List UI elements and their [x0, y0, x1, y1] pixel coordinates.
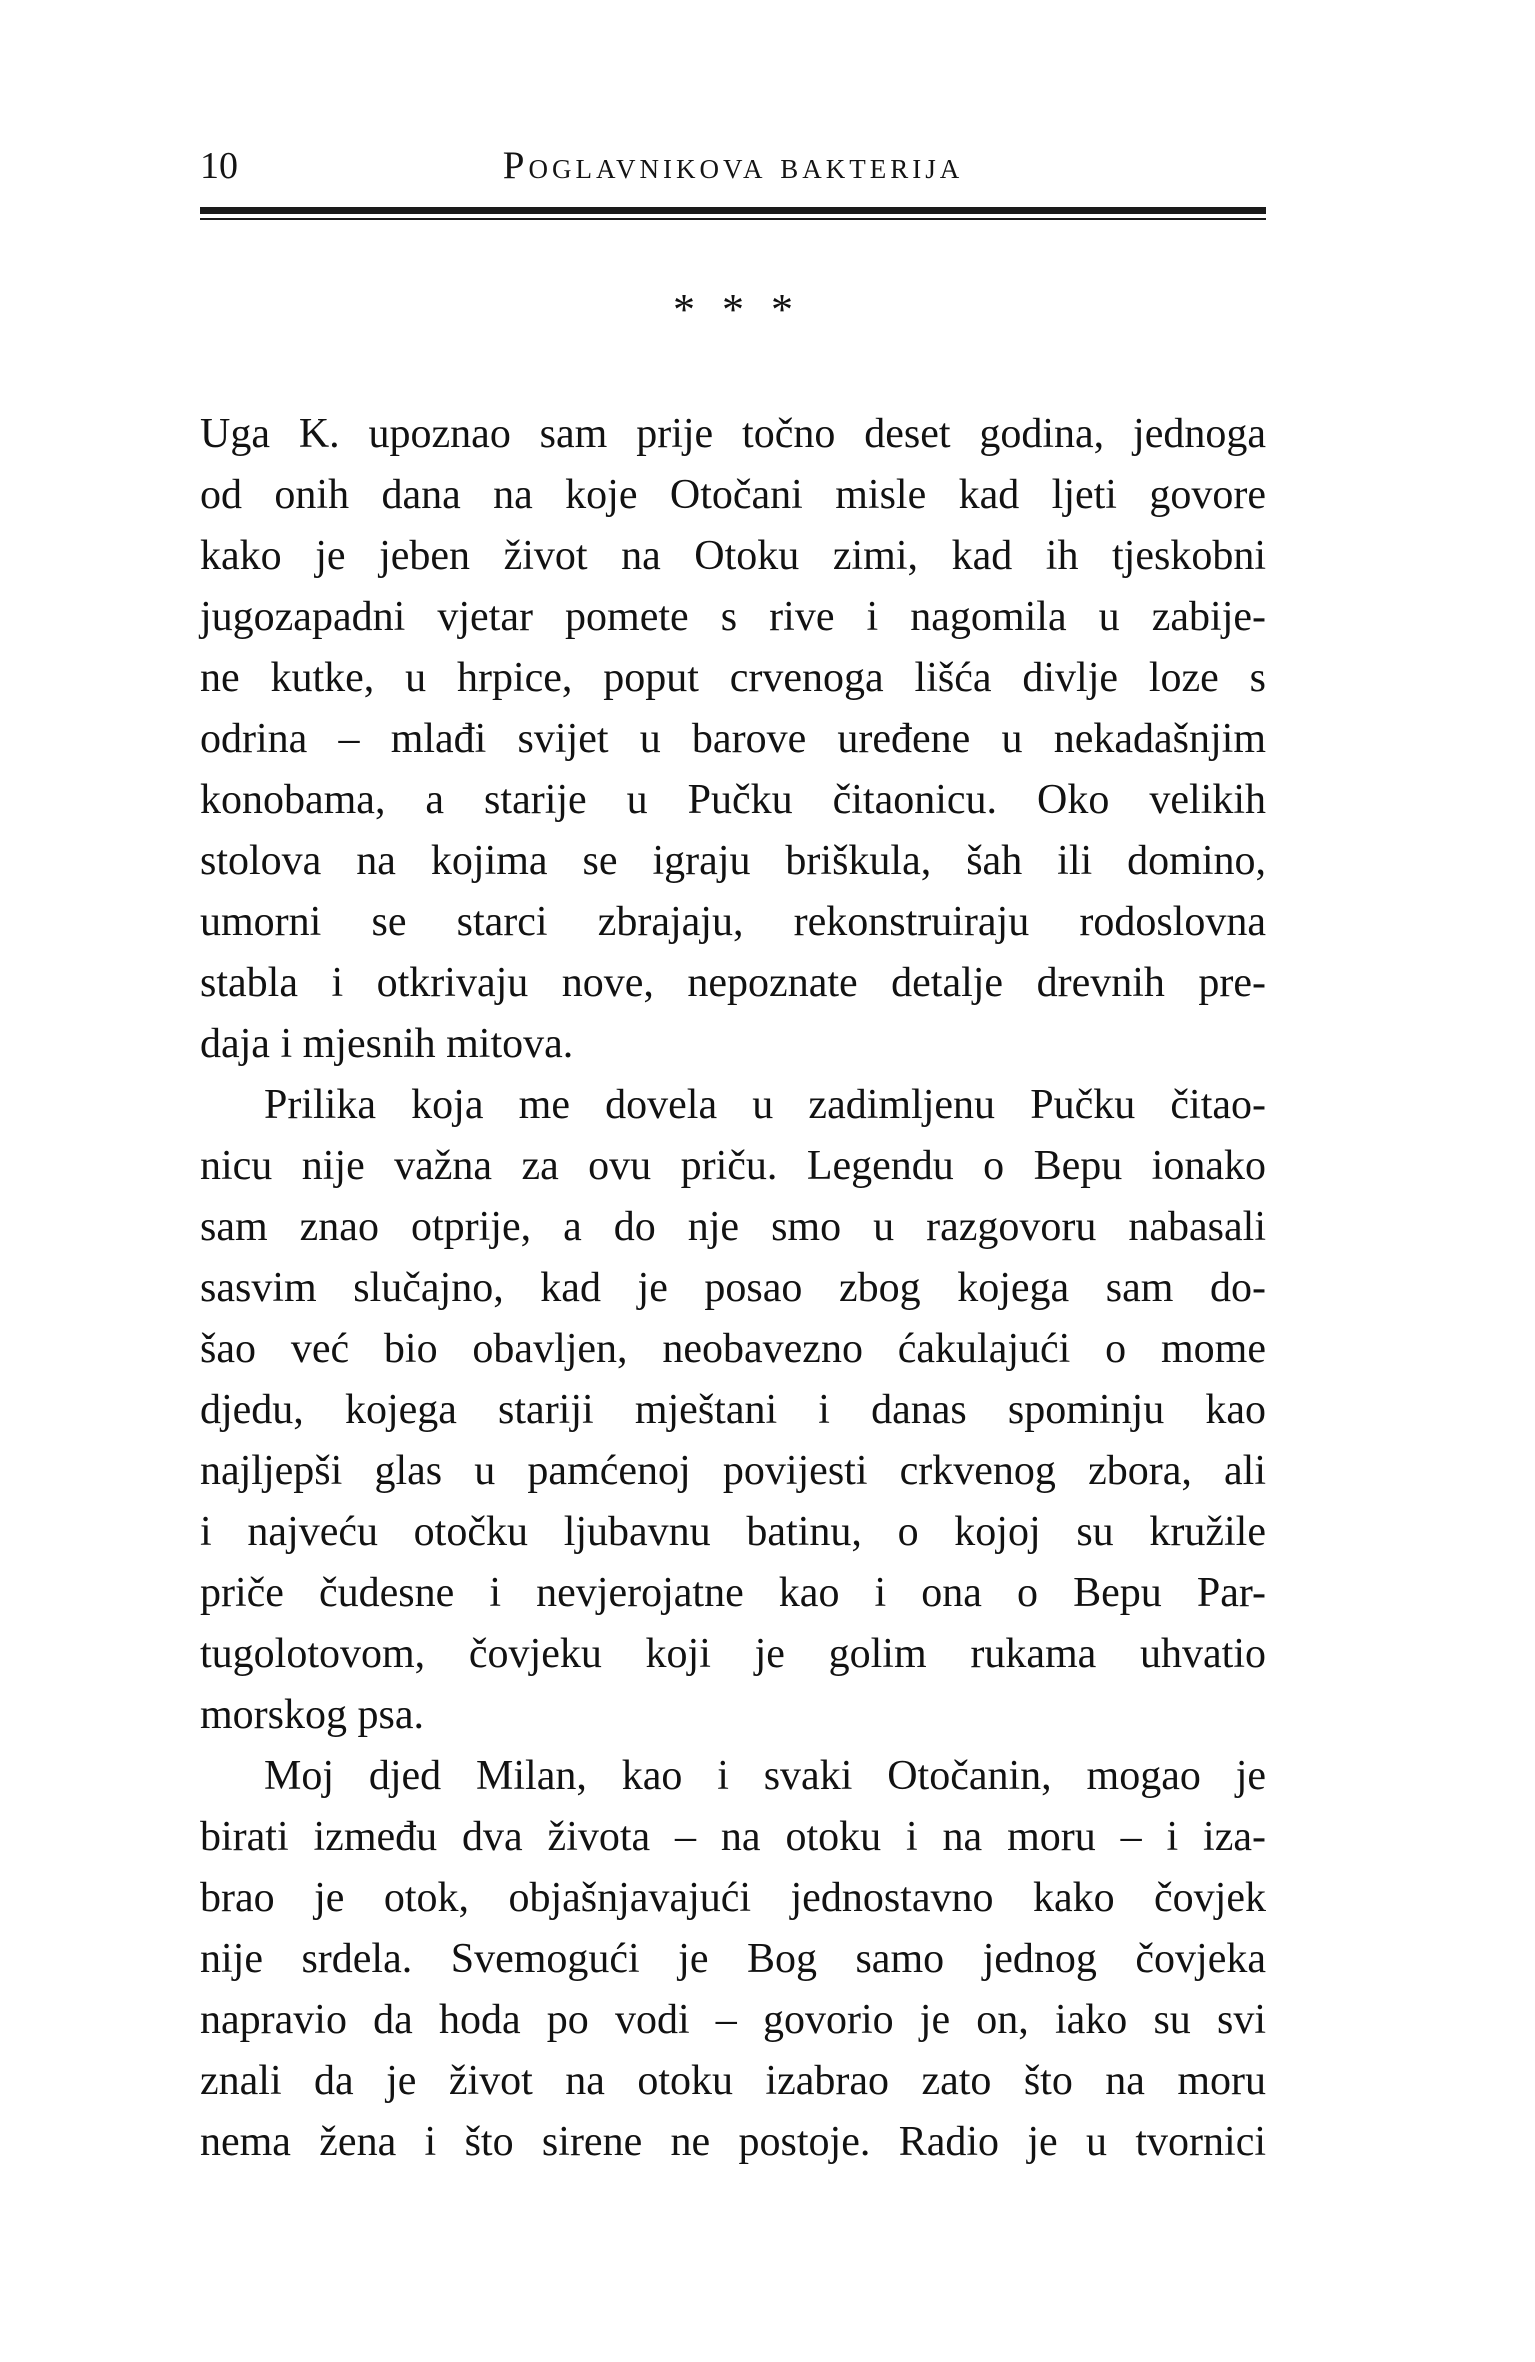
text-line: od onih dana na koje Otočani misle kad ljeti govore — [200, 472, 1266, 518]
text-line: morskog psa. — [200, 1692, 424, 1738]
text-line: nije srdela. Svemogući je Bog samo jednog čovjeka — [200, 1936, 1266, 1982]
text-line: odrina – mlađi svijet u barove uređene u nekadašnjim — [200, 716, 1266, 762]
text-line: ne kutke, u hrpice, poput crvenoga lišća divlje loze s — [200, 655, 1266, 701]
paragraph-1 — [200, 404, 1266, 1075]
header-rule-thin-line — [200, 218, 1266, 220]
paragraph-3 — [200, 1746, 1266, 2173]
text-line: stabla i otkrivaju nove, nepoznate detalje drevnih pre- — [200, 960, 1266, 1006]
body-text — [200, 404, 1266, 2173]
page-number: 10 — [200, 145, 238, 187]
text-line: kako je jeben život na Otoku zimi, kad ih tjeskobni — [200, 533, 1266, 579]
text-line: brao je otok, objašnjavajući jednostavno kako čovjek — [200, 1875, 1266, 1921]
text-line: sam znao otprije, a do nje smo u razgovoru nabasali — [200, 1204, 1266, 1250]
page-header — [200, 142, 1266, 190]
header-rule-thick-line — [200, 207, 1266, 214]
text-line: šao već bio obavljen, neobavezno ćakulajući o mome — [200, 1326, 1266, 1372]
text-line: napravio da hoda po vodi – govorio je on, iako su svi — [200, 1997, 1266, 2043]
running-title: Poglavnikova bakterija — [502, 144, 964, 187]
text-line: djedu, kojega stariji mještani i danas spominju kao — [200, 1387, 1266, 1433]
paragraph-2 — [200, 1075, 1266, 1746]
section-divider-asterisks: * * * — [673, 285, 793, 334]
text-line: priče čudesne i nevjerojatne kao i ona o Bepu Par- — [200, 1570, 1266, 1616]
text-line: daja i mjesnih mitova. — [200, 1021, 574, 1067]
text-line: nicu nije važna za ovu priču. Legendu o Bepu ionako — [200, 1143, 1266, 1189]
text-line: Prilika koja me dovela u zadimljenu Pučku čitao- — [264, 1082, 1266, 1128]
header-rule — [200, 207, 1266, 220]
text-line: umorni se starci zbrajaju, rekonstruiraju rodoslovna — [200, 899, 1266, 945]
text-line: nema žena i što sirene ne postoje. Radio je u tvornici — [200, 2119, 1266, 2165]
text-line: sasvim slučajno, kad je posao zbog kojega sam do- — [200, 1265, 1266, 1311]
text-line: znali da je život na otoku izabrao zato što na moru — [200, 2058, 1266, 2104]
text-line: birati između dva života – na otoku i na moru – i iza- — [200, 1814, 1266, 1860]
text-line: najljepši glas u pamćenoj povijesti crkvenog zbora, ali — [200, 1448, 1266, 1494]
text-line: i najveću otočku ljubavnu batinu, o kojoj su kružile — [200, 1509, 1266, 1555]
text-line: konobama, a starije u Pučku čitaonicu. Oko velikih — [200, 777, 1266, 823]
text-line: Uga K. upoznao sam prije točno deset godina, jednoga — [200, 411, 1266, 457]
text-line: jugozapadni vjetar pomete s rive i nagomila u zabije- — [200, 594, 1266, 640]
text-line: stolova na kojima se igraju briškula, šah ili domino, — [200, 838, 1266, 884]
text-line: Moj djed Milan, kao i svaki Otočanin, mogao je — [264, 1753, 1266, 1799]
text-line: tugolotovom, čovjeku koji je golim rukama uhvatio — [200, 1631, 1266, 1677]
